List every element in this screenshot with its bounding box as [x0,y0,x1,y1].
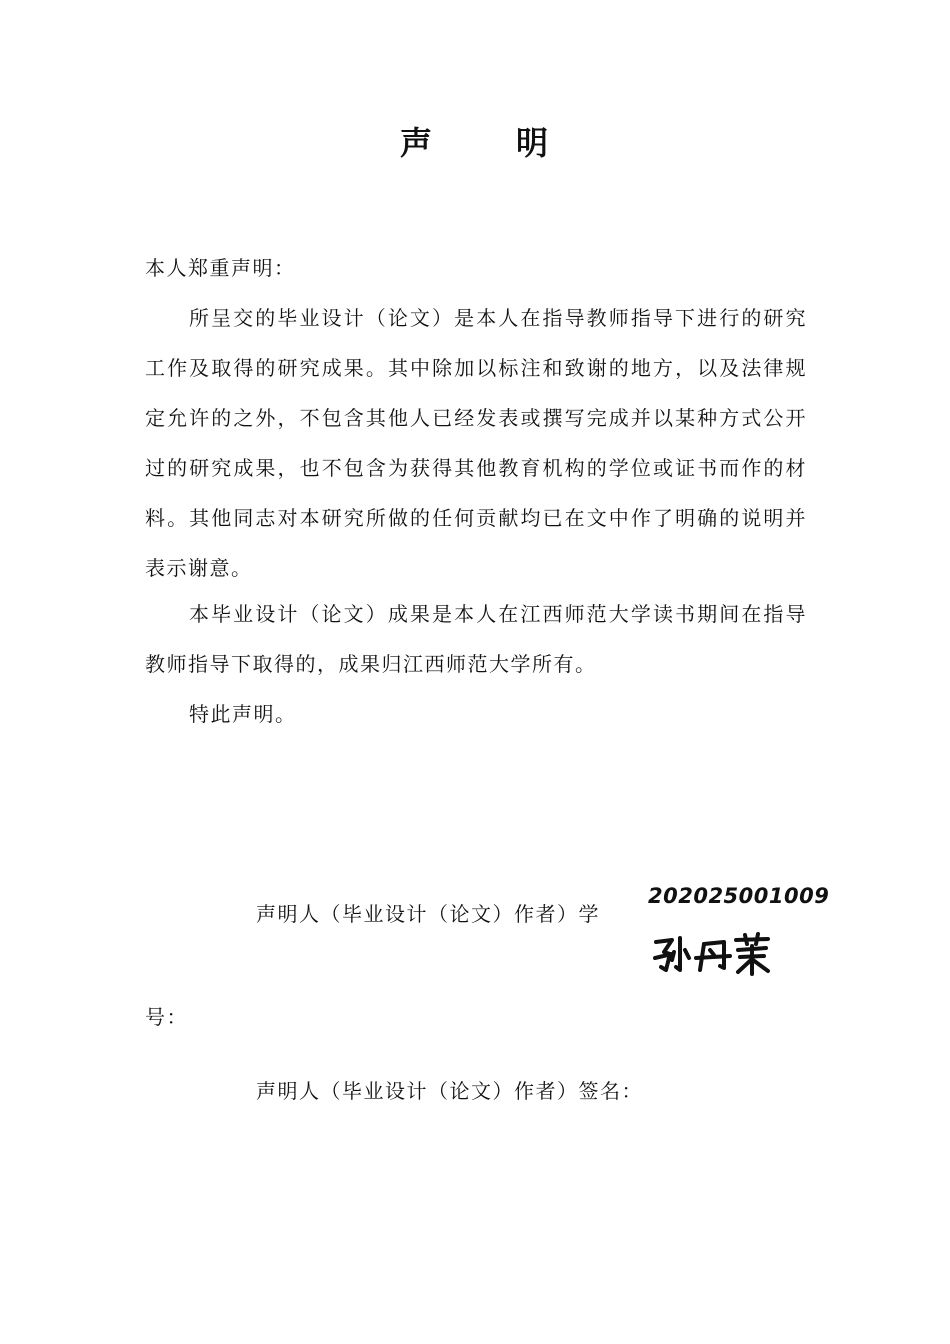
declaration-paragraph-3: 特此声明。 [189,702,297,726]
handwritten-signature [652,930,772,978]
title-char-1: 声 [399,124,434,162]
title-char-2: 明 [516,124,551,162]
student-number-label: 声明人（毕业设计（论文）作者）学 [256,902,600,926]
intro-line: 本人郑重声明： [145,256,296,280]
signature-label: 声明人（毕业设计（论文）作者）签名： [256,1079,643,1103]
student-number-value: 202025001009 [648,884,830,908]
declaration-paragraph-1: 所呈交的毕业设计（论文）是本人在指导教师指导下进行的研究工作及取得的研究成果。其中除加以标注和致谢的地方，以及法律规定允许的之外，不包含其他人已经发表或撰写完成并以某种方式公开过的研究成果，也不包含为获得其他教育机构的学位或证书而作的材料。其他同志对本研究所做的任何贡献均已在文中作了明确的说明并表示谢意。 [145,306,807,580]
declaration-paragraph-2: 本毕业设计（论文）成果是本人在江西师范大学读书期间在指导教师指导下取得的，成果归江西师范大学所有。 [145,602,807,676]
page-title [0,118,950,164]
student-number-label-continued: 号： [145,1005,188,1029]
